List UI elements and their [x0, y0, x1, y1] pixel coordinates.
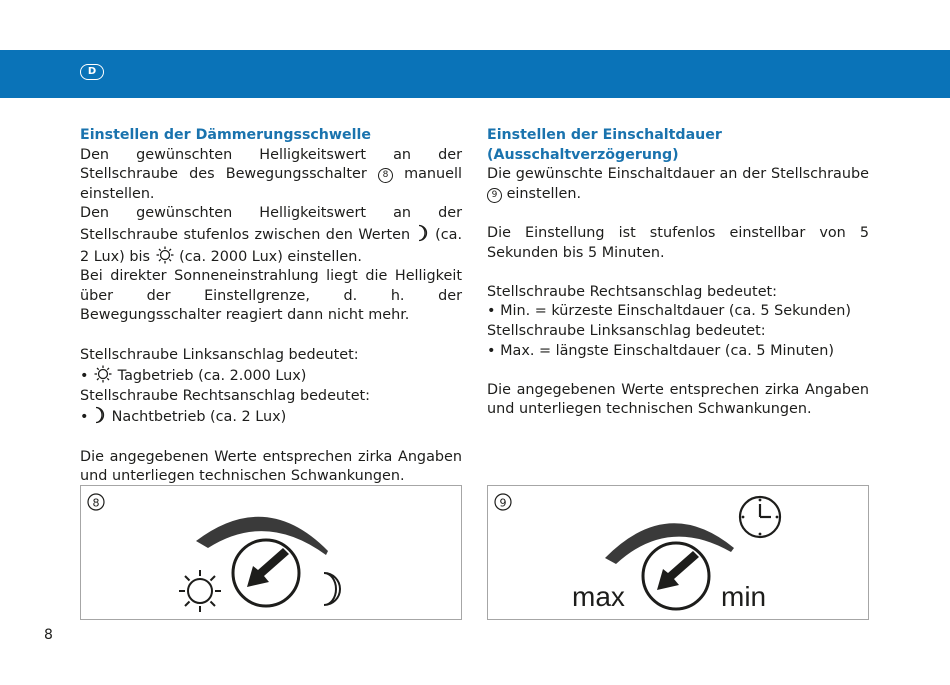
- adjusting-screw-9-reference: 9: [487, 188, 502, 203]
- bullet: •: [80, 409, 89, 426]
- page-number: 8: [44, 627, 53, 643]
- min-label: min: [721, 581, 767, 612]
- right-paragraph-2: Die Einstellung ist stufenlos einstellbar von 5 Sekunden bis 5 Minuten.: [487, 224, 869, 261]
- sun-icon: [93, 365, 113, 383]
- figure-9-graphic: [488, 486, 870, 621]
- figure-8-graphic: [81, 486, 463, 621]
- right-paragraph-1: Die gewünschte Einschaltdauer an der Stellschraube 9 einstellen.: [487, 166, 869, 202]
- left-heading: Einstellen der Dämmerungsschwelle: [80, 127, 371, 143]
- sun-icon: [155, 246, 175, 264]
- left-paragraph-1: Den gewünschten Helligkeitswert an der Stellschraube des Bewegungsschalter 8 manuell einstellen.: [80, 146, 463, 202]
- figure-8-number: 8: [92, 496, 100, 510]
- bullet: •: [80, 368, 89, 385]
- left-rechts-item: • Nachtbetrieb (ca. 2 Lux): [80, 406, 462, 428]
- right-rechts-item: • Min. = kürzeste Einschaltdauer (ca. 5 Sekunden): [487, 303, 851, 320]
- left-links-item: • Tagbetrieb (ca. 2.000 Lux): [80, 365, 462, 387]
- bullet: •: [487, 342, 496, 359]
- right-rechts-label: Stellschraube Rechtsanschlag bedeutet:: [487, 283, 778, 300]
- figure-9-number: 9: [499, 496, 507, 510]
- left-links-label: Stellschraube Linksanschlag bedeutet:: [80, 346, 359, 363]
- sun-icon: [179, 570, 221, 612]
- language-badge: D: [80, 64, 104, 80]
- clock-icon: [740, 497, 780, 537]
- right-links-item: • Max. = längste Einschaltdauer (ca. 5 Minuten): [487, 342, 834, 359]
- figure-9-duration-screw: [487, 485, 869, 620]
- figure-8-twilight-screw: [80, 485, 462, 620]
- adjusting-screw-8-reference: 8: [378, 168, 393, 183]
- left-paragraph-3: Bei direkter Sonneneinstrahlung liegt die Helligkeit über der Einstellgrenze, d. h. der Bewegungsschalter reagiert dann nicht mehr.: [80, 268, 462, 324]
- bullet: •: [487, 303, 496, 320]
- left-note: Die angegebenen Werte entsprechen zirka Angaben und unterliegen technischen Schwankungen.: [80, 448, 462, 485]
- header-band: [0, 50, 950, 98]
- max-label: max: [572, 581, 625, 612]
- right-heading: Einstellen der Einschaltdauer (Ausschaltverzögerung): [487, 127, 722, 163]
- right-links-label: Stellschraube Linksanschlag bedeutet:: [487, 322, 766, 339]
- moon-icon: [324, 573, 340, 605]
- left-rechts-label: Stellschraube Rechtsanschlag bedeutet:: [80, 387, 371, 404]
- moon-icon: [93, 406, 107, 424]
- moon-icon: [416, 224, 430, 242]
- left-column: [80, 126, 462, 487]
- right-note: Die angegebenen Werte entsprechen zirka Angaben und unterliegen technischen Schwankungen.: [487, 381, 869, 418]
- right-column: [487, 126, 869, 420]
- left-paragraph-2: Den gewünschten Helligkeitswert an der Stellschraube stufenlos zwischen den Werten (ca. 2 Lux) bis (ca. 2000 Lux) einstellen.: [80, 205, 463, 265]
